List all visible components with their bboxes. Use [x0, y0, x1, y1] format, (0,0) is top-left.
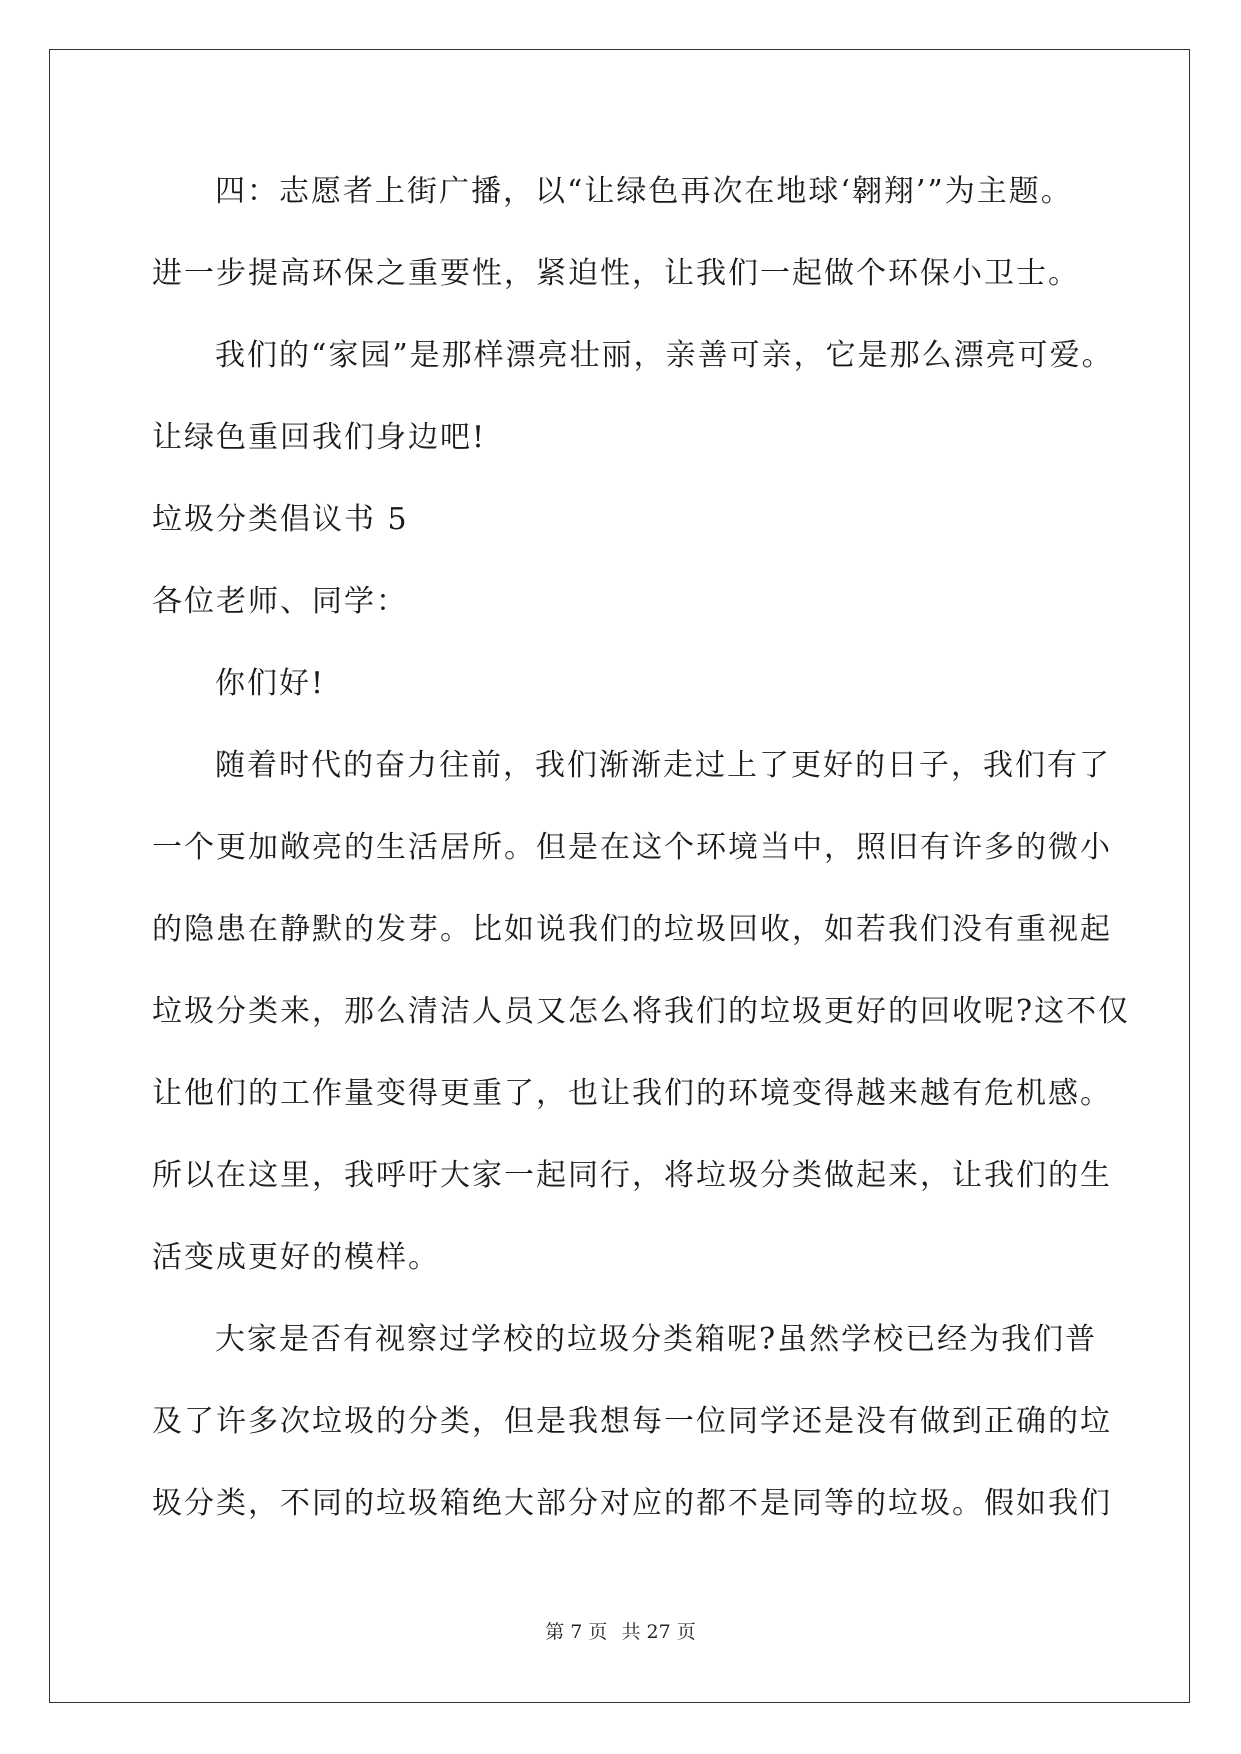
text-line: 大家是否有视察过学校的垃圾分类箱呢?虽然学校已经为我们普 — [215, 1322, 1098, 1357]
text-line: 我们的“家园”是那样漂亮壮丽，亲善可亲，它是那么漂亮可爱。 — [215, 338, 1114, 373]
text-line: 所以在这里，我呼吁大家一起同行，将垃圾分类做起来，让我们的生 — [152, 1158, 1112, 1193]
text-line: 四：志愿者上街广播，以“让绿色再次在地球‘翱翔’”为主题。 — [215, 174, 1073, 209]
salutation: 各位老师、同学： — [152, 584, 408, 619]
page-number: 第 7 页 — [545, 1621, 608, 1643]
page-footer — [0, 1617, 1241, 1644]
document-body — [152, 164, 1131, 1558]
text-line: 的隐患在静默的发芽。比如说我们的垃圾回收，如若我们没有重视起 — [152, 912, 1112, 947]
text-line: 活变成更好的模样。 — [152, 1240, 440, 1275]
text-line: 让他们的工作量变得更重了，也让我们的环境变得越来越有危机感。 — [152, 1076, 1112, 1111]
text-line: 随着时代的奋力往前，我们渐渐走过上了更好的日子，我们有了 — [215, 748, 1111, 783]
text-line: 进一步提高环保之重要性，紧迫性，让我们一起做个环保小卫士。 — [152, 256, 1080, 291]
text-line: 及了许多次垃圾的分类，但是我想每一位同学还是没有做到正确的垃 — [152, 1404, 1112, 1439]
greeting: 你们好! — [215, 666, 326, 701]
page-total: 共 27 页 — [621, 1621, 696, 1643]
text-line: 垃圾分类来，那么清洁人员又怎么将我们的垃圾更好的回收呢?这不仅 — [152, 994, 1131, 1029]
text-line: 圾分类，不同的垃圾箱绝大部分对应的都不是同等的垃圾。假如我们 — [152, 1486, 1112, 1521]
text-line: 一个更加敞亮的生活居所。但是在这个环境当中，照旧有许多的微小 — [152, 830, 1112, 865]
text-line: 让绿色重回我们身边吧! — [152, 420, 487, 455]
section-heading: 垃圾分类倡议书 5 — [152, 502, 409, 537]
